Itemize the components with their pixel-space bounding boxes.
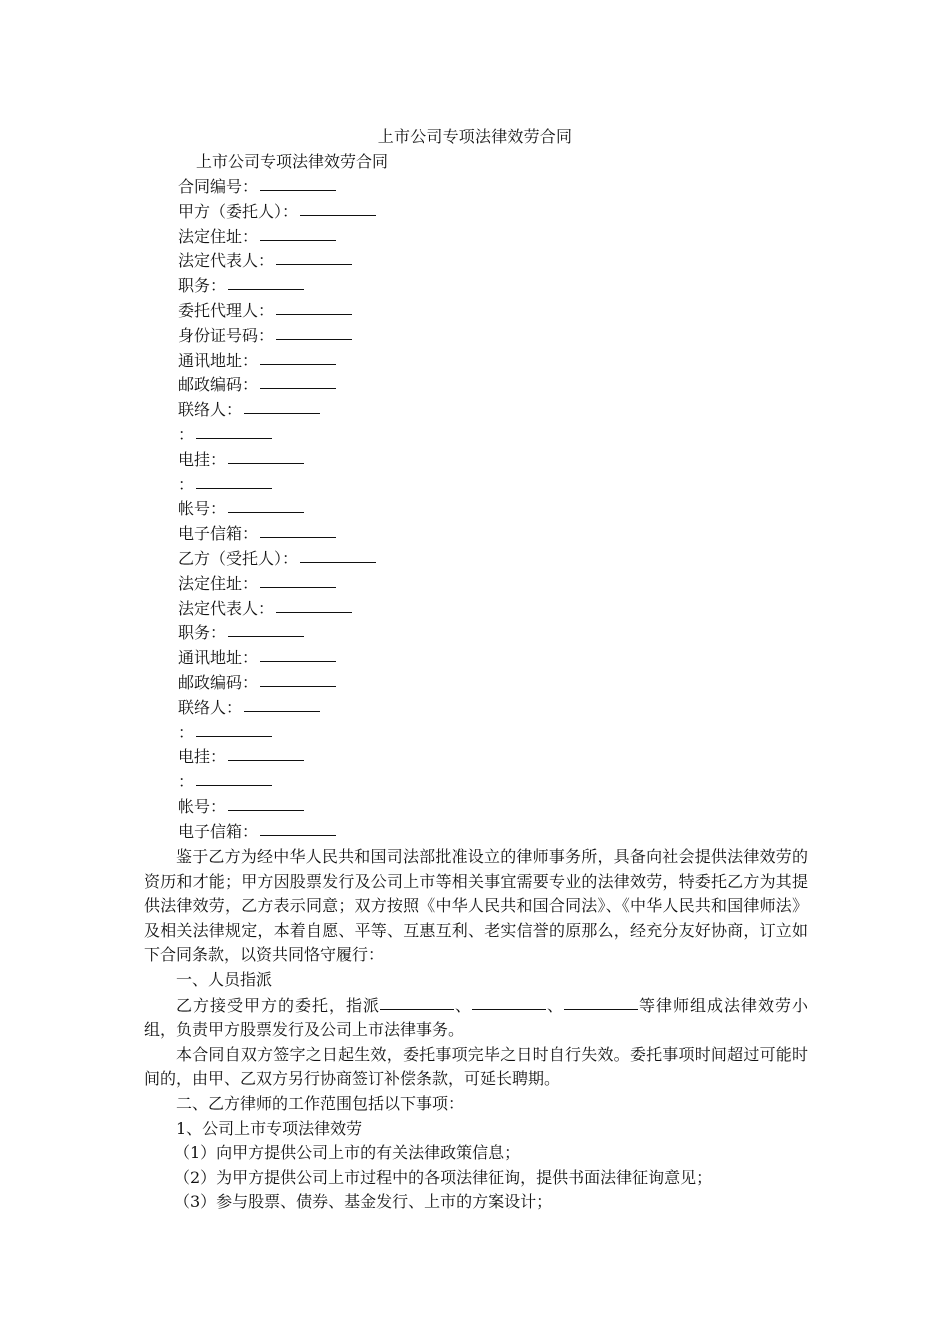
field-blank bbox=[300, 199, 376, 216]
field-blank bbox=[260, 645, 336, 662]
field-blank bbox=[260, 521, 336, 538]
section-1-heading: 一、人员指派 bbox=[176, 969, 273, 989]
field-a-contact bbox=[178, 397, 818, 422]
field-blank bbox=[228, 744, 304, 761]
document-title: 上市公司专项法律效劳合同 bbox=[377, 127, 573, 146]
field-a-email bbox=[178, 521, 818, 546]
party-fields bbox=[178, 174, 818, 844]
field-blank bbox=[260, 174, 336, 191]
field-blank bbox=[260, 224, 336, 241]
field-party-a bbox=[178, 199, 818, 224]
lawyer-blank-2 bbox=[472, 993, 546, 1010]
field-a-account bbox=[178, 496, 818, 521]
field-blank bbox=[260, 372, 336, 389]
field-b-legal-rep bbox=[178, 596, 818, 621]
field-label: 帐号： bbox=[178, 796, 227, 816]
field-blank bbox=[228, 620, 304, 637]
field-blank bbox=[196, 422, 272, 439]
field-a-legal-rep bbox=[178, 248, 818, 273]
list-item: （3）参与股票、债券、基金发行、上市的方案设计； bbox=[174, 1192, 553, 1212]
field-blank bbox=[260, 670, 336, 687]
field-a-telegraph bbox=[178, 447, 818, 472]
field-blank bbox=[228, 273, 304, 290]
contract-body bbox=[144, 845, 808, 1215]
field-blank bbox=[228, 447, 304, 464]
field-label: 联络人： bbox=[178, 400, 243, 420]
field-label: 法定代表人： bbox=[178, 251, 275, 271]
separator: 、 bbox=[545, 995, 564, 1015]
field-b-mail-address bbox=[178, 645, 818, 670]
lawyer-blank-3 bbox=[564, 993, 638, 1010]
field-blank bbox=[260, 348, 336, 365]
field-label: 电挂： bbox=[178, 747, 227, 767]
section-1-paragraph-1 bbox=[144, 993, 808, 1043]
separator: 、 bbox=[453, 995, 472, 1015]
field-blank bbox=[228, 794, 304, 811]
field-label: ： bbox=[178, 474, 195, 494]
list-item: （2）为甲方提供公司上市过程中的各项法律征询，提供书面法律征询意见； bbox=[174, 1167, 713, 1187]
field-blank bbox=[244, 397, 320, 414]
field-b-telegraph bbox=[178, 744, 818, 769]
section-2-heading: 二、乙方律师的工作范围包括以下事项： bbox=[176, 1093, 465, 1113]
field-blank bbox=[228, 496, 304, 513]
field-a-address bbox=[178, 224, 818, 249]
section-1-text-a: 乙方接受甲方的委托，指派 bbox=[176, 995, 380, 1015]
field-blank bbox=[244, 695, 320, 712]
field-blank bbox=[196, 769, 272, 786]
field-b-account bbox=[178, 794, 818, 819]
document-subtitle: 上市公司专项法律效劳合同 bbox=[196, 152, 389, 171]
field-label: 联络人： bbox=[178, 697, 243, 717]
section-1-text-b: 等律师组成法律效劳小组，负责甲方股票发行及公司上市法律事务。 bbox=[144, 995, 808, 1040]
field-a-postcode bbox=[178, 372, 818, 397]
field-label: 职务： bbox=[178, 623, 227, 643]
field-a-id-number bbox=[178, 323, 818, 348]
field-b-postcode bbox=[178, 670, 818, 695]
field-blank bbox=[260, 571, 336, 588]
field-label: 法定代表人： bbox=[178, 598, 275, 618]
field-contract-number bbox=[178, 174, 818, 199]
field-a-colon-2 bbox=[178, 472, 818, 497]
lawyer-blank-1 bbox=[380, 993, 454, 1010]
field-blank bbox=[196, 472, 272, 489]
field-label: 乙方（受托人）： bbox=[178, 548, 299, 568]
field-blank bbox=[276, 298, 352, 315]
field-blank bbox=[260, 819, 336, 836]
field-label: 邮政编码： bbox=[178, 375, 259, 395]
field-b-contact bbox=[178, 695, 818, 720]
field-blank bbox=[276, 248, 352, 265]
field-label: 电挂： bbox=[178, 449, 227, 469]
field-b-position bbox=[178, 620, 818, 645]
field-a-mail-address bbox=[178, 348, 818, 373]
field-b-email bbox=[178, 819, 818, 844]
field-blank bbox=[276, 596, 352, 613]
field-blank bbox=[276, 323, 352, 340]
field-blank bbox=[196, 720, 272, 737]
field-label: 通讯地址： bbox=[178, 350, 259, 370]
intro-paragraph: 鉴于乙方为经中华人民共和国司法部批准设立的律师事务所，具备向社会提供法律效劳的资历和才能；甲方因股票发行及公司上市等相关事宜需要专业的法律效劳，特委托乙方为其提供法律效劳，乙方表示同意；双方按照《中华人民共和国合同法》、《中华人民共和国律师法》及相关法律规定，本着自愿、平等、互惠互利、老实信誉的原那么，经充分友好协商，订立如下合同条款，以资共同恪守履行： bbox=[144, 847, 808, 965]
field-label: 法定住址： bbox=[178, 226, 259, 246]
field-a-agent bbox=[178, 298, 818, 323]
field-b-address bbox=[178, 571, 818, 596]
section-1-paragraph-2: 本合同自双方签字之日起生效，委托事项完毕之日时自行失效。委托事项时间超过可能时间的，由甲、乙双方另行协商签订补偿条款，可延长聘期。 bbox=[144, 1044, 808, 1089]
field-label: 委托代理人： bbox=[178, 300, 275, 320]
field-a-colon-1 bbox=[178, 422, 818, 447]
field-label: 通讯地址： bbox=[178, 648, 259, 668]
field-label: ： bbox=[178, 772, 195, 792]
subsection-1-heading: 1、公司上市专项法律效劳 bbox=[176, 1118, 363, 1138]
field-party-b bbox=[178, 546, 818, 571]
field-b-colon-2 bbox=[178, 769, 818, 794]
field-label: 职务： bbox=[178, 276, 227, 296]
field-label: 电子信箱： bbox=[178, 524, 259, 544]
field-label: ： bbox=[178, 424, 195, 444]
field-label: 合同编号： bbox=[178, 177, 259, 196]
field-label: ： bbox=[178, 722, 195, 742]
field-label: 帐号： bbox=[178, 499, 227, 519]
field-label: 邮政编码： bbox=[178, 672, 259, 692]
field-b-colon-1 bbox=[178, 720, 818, 745]
field-label: 甲方（委托人）： bbox=[178, 201, 299, 221]
field-blank bbox=[300, 546, 376, 563]
field-a-position bbox=[178, 273, 818, 298]
list-item: （1）向甲方提供公司上市的有关法律政策信息； bbox=[174, 1143, 521, 1163]
field-label: 电子信箱： bbox=[178, 821, 259, 841]
field-label: 法定住址： bbox=[178, 573, 259, 593]
field-label: 身份证号码： bbox=[178, 325, 275, 345]
